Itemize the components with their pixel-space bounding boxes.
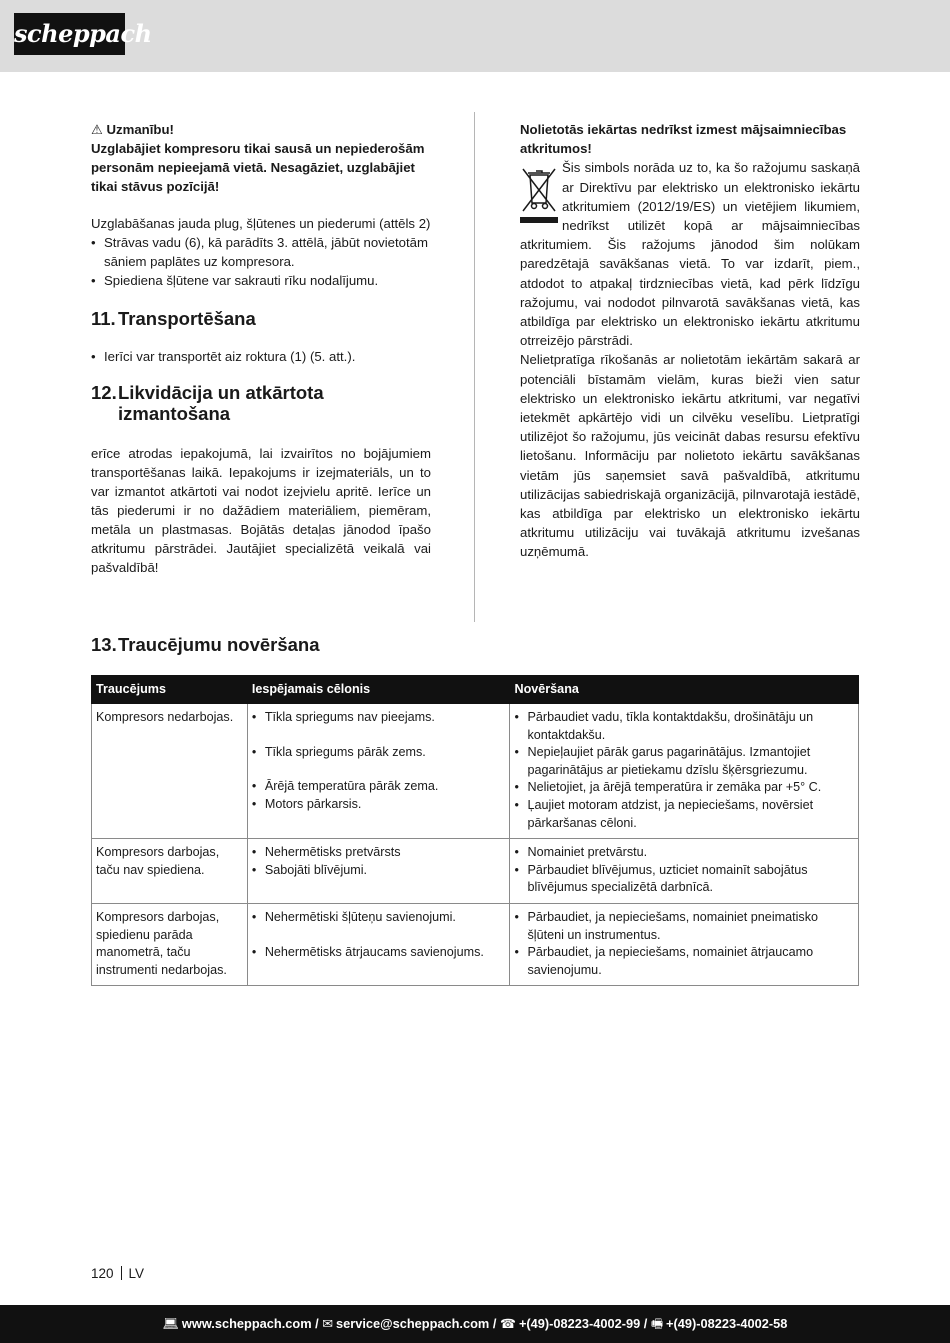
page-number: 120 LV <box>91 1266 145 1281</box>
section-13-heading: 13.Traucējumu novēršana <box>91 634 320 655</box>
warning-text: Uzglabājiet kompresoru tikai sausā un nepiederošām personām nepieejamā vietā. Nesagāziet, uzglabājiet tikai stāvus pozīcijā! <box>91 141 425 194</box>
cause-cell <box>247 903 510 985</box>
section-12-heading: 12.Likvidācija un atkārtota <box>91 382 324 403</box>
transport-list <box>91 347 431 366</box>
remedy-cell <box>510 903 859 985</box>
storage-list <box>91 233 431 290</box>
warning-triangle-icon: ⚠ <box>91 122 103 137</box>
warning-title: ⚠ Uzmanību! <box>91 122 174 137</box>
table-row <box>92 903 859 985</box>
disposal-text: erīce atrodas iepakojumā, lai izvairītos no bojājumiem transportēšanas laikā. Iepakojums ir izejmateriāls, un to var izmantot atkārtoti vai nodot izejvielu apritē. Ierīce un tās piederumi ir no dažādiem materiāliem, piemēram, metāla un plastmasas. Bojātās detaļas jānodod īpašo atkritumu pārstrādei. Jautājiet specializētā veikalā vai pašvaldībā! <box>91 446 431 575</box>
right-column <box>520 120 860 562</box>
list-item: • Nelietojiet, ja ārējā temperatūra ir zemāka par +5° C. <box>514 779 854 797</box>
list-item: • Sabojāti blīvējumi. <box>252 862 506 880</box>
list-item: • Pārbaudiet, ja nepieciešams, nomainiet pneimatisko šļūteni un instrumentus. <box>514 909 854 944</box>
list-item: • Motors pārkarsis. <box>252 796 506 814</box>
column-header: Novēršana <box>510 676 859 704</box>
fax-number: +(49)-08223-4002-58 <box>666 1316 788 1331</box>
footer-bar <box>0 1305 950 1343</box>
list-item: • Nehermētisks pretvārsts <box>252 844 506 862</box>
troubleshooting-table <box>91 675 859 986</box>
list-item: • Spiediena šļūtene var sakrauti rīku nodalījumu. <box>91 271 431 290</box>
computer-icon: 💻︎ <box>162 1316 179 1331</box>
list-item: • Tīkla spriegums nav pieejams. <box>252 709 506 727</box>
table-row <box>92 839 859 904</box>
list-item: • Pārbaudiet, ja nepieciešams, nomainiet ātrjaucamo savienojumu. <box>514 944 854 979</box>
table-header-row <box>92 676 859 704</box>
section-12-heading-line2: izmantošana <box>118 403 231 424</box>
list-item: • Pārbaudiet vadu, tīkla kontaktdakšu, drošinātāju un kontaktdakšu. <box>514 709 854 744</box>
list-item: • Strāvas vadu (6), kā parādīts 3. attēlā, jābūt novietotām sāniem paplātes uz kompresora. <box>91 233 431 271</box>
fault-cell: Kompresors darbojas, spiedienu parāda manometrā, taču instrumenti nedarbojas. <box>92 903 248 985</box>
weee-paragraph-2: Nelietpratīga rīkošanās ar nolietotām iekārtām sakarā ar potenciāli bīstamām vielām, kuras bieži vien satur elektrisko un elektronisko iekārtu atkritumi, var negatīvi ietekmēt apkārtējo vidi un cilvēku veselību. Lietpratīgi utilizējot šo ražojumu, jūs veicināt dabas resursu efektīvu lietošanu. Informāciju par nolietoto iekārtu savākšanas vietām jūs saņemsiet savā pašvaldībā, atkritumu utilizācijas sabiedriskajā organizācijā, pilnvarotajā iestādē, kas atbildīga par elektrisko un elektronisko iekārtu atkritumu utilizāciju vai tuvākajā atkritumu izvešanas uzņēmumā. <box>520 352 860 560</box>
list-item: • Nehermētiski šļūteņu savienojumi. <box>252 909 506 927</box>
list-item: • Nehermētisks ātrjaucams savienojums. <box>252 944 506 962</box>
header-band <box>0 0 950 72</box>
crossed-out-wheelie-bin-icon <box>520 161 558 225</box>
fault-cell: Kompresors nedarbojas. <box>92 704 248 839</box>
fault-cell: Kompresors darbojas, taču nav spiediena. <box>92 839 248 904</box>
phone-number: +(49)-08223-4002-99 / <box>518 1316 648 1331</box>
envelope-icon: ✉ <box>322 1316 333 1331</box>
column-header: Iespējamais cēlonis <box>247 676 510 704</box>
list-item: • Pārbaudiet blīvējumus, uzticiet nomainīt sabojātus blīvējumus specializētā darbnīcā. <box>514 862 854 897</box>
website-link[interactable]: www.scheppach.com / <box>181 1316 319 1331</box>
fax-icon: 🖷 <box>650 1316 664 1331</box>
cause-cell <box>247 704 510 839</box>
list-item: • Tīkla spriegums pārāk zems. <box>252 744 506 762</box>
scheppach-logo: scheppach <box>14 13 125 55</box>
storage-intro: Uzglabāšanas jauda plug, šļūtenes un piederumi (attēls 2) <box>91 216 431 231</box>
list-item: • Nomainiet pretvārstu. <box>514 844 854 862</box>
list-item: • Ļaujiet motoram atdzist, ja nepieciešams, novērsiet pārkaršanas cēloni. <box>514 797 854 832</box>
weee-heading: Nolietotās iekārtas nedrīkst izmest mājsaimniecības atkritumos! <box>520 122 847 157</box>
remedy-cell <box>510 704 859 839</box>
weee-paragraph-1: Šis simbols norāda uz to, ka šo ražojumu saskaņā ar Direktīvu par elektrisko un elektronisko iekārtu atkritumiem (2012/19/ES) un vietējiem likumiem, nedrīkst utilizēt kopā ar mājsaimniecības atkritumiem. Šis ražojums jānodod šim nolūkam paredzētajā savākšanas vietā. To var izdarīt, piem., atdodot to atpakaļ tirdzniecības vietā, kad pērk līdzīgu ražojumu, vai nododot pilnvarotā savākšanas vietā, kas atbildīga par elektrisko un elektronisko iekārtu atkritumu otrreizējo pārstrādi. <box>520 160 860 349</box>
cause-cell <box>247 839 510 904</box>
column-divider <box>474 112 475 622</box>
list-item: • Ārējā temperatūra pārāk zema. <box>252 778 506 796</box>
email-link[interactable]: service@scheppach.com / <box>335 1316 497 1331</box>
section-11-heading: 11. Transportēšana <box>91 308 256 329</box>
list-item: • Ierīci var transportēt aiz roktura (1) (5. att.). <box>91 347 431 366</box>
phone-icon: ☎ <box>499 1316 516 1331</box>
remedy-cell <box>510 839 859 904</box>
table-row <box>92 704 859 839</box>
list-item: • Nepieļaujiet pārāk garus pagarinātājus. Izmantojiet pagarinātājus ar pietiekamu dzīslu šķērsgriezumu. <box>514 744 854 779</box>
column-header: Traucējums <box>92 676 248 704</box>
left-column <box>91 120 431 577</box>
